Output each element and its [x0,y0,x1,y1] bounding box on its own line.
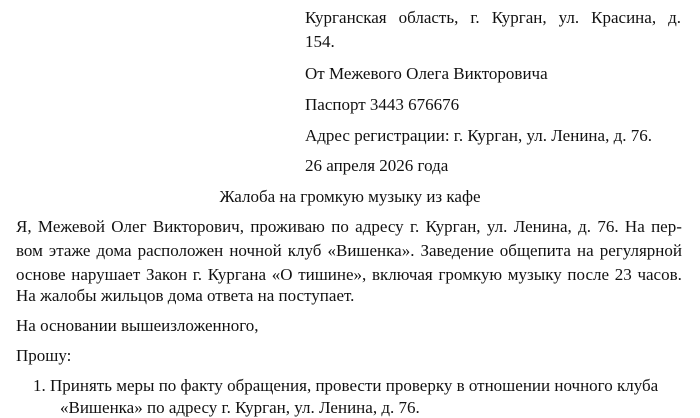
word: дома [96,241,132,260]
word: Олег [111,217,147,236]
date-line: 26 апреля 2026 года [305,156,449,175]
word: ночной [229,241,282,260]
word: проживаю [250,217,325,236]
word: этаже [48,241,91,260]
request-heading: Прошу: [16,346,72,365]
word: основе [16,265,66,284]
word: громкую [438,265,503,284]
word: Заведение [420,241,494,260]
paragraph-1-line-1 [16,217,682,237]
word: Курган, [425,217,481,236]
word: тишине», [298,265,367,284]
basis-line: На основании вышеизложенного, [16,316,259,335]
word: д. [578,217,592,236]
from-line: От Межевого Олега Викторовича [305,64,548,83]
addressee-line-1 [305,8,681,28]
word: Викторович, [152,217,244,236]
word: на [577,241,594,260]
word: Курганская [305,8,387,27]
word: На [624,217,645,236]
word: музыку [507,265,562,284]
word: Курган, [491,8,547,27]
list-item-1-line-1: 1. Принять меры по факту обращения, провести проверку в отношении ночного клуба [33,376,659,395]
word: г. [409,217,420,236]
document-title: Жалоба на громкую музыку из кафе [219,187,481,206]
word: 23 [614,265,632,284]
paragraph-1-line-2 [16,241,682,261]
word: регулярной [599,241,682,260]
paragraph-1-line-4: На жалобы жильцов дома ответа на поступает. [16,286,355,305]
word: вом [16,241,43,260]
word: расположен [137,241,224,260]
word: 76. [597,217,619,236]
word: Ленина, [513,217,572,236]
word: «Вишенка». [327,241,415,260]
word: д. [668,8,681,27]
word: ул. [558,8,580,27]
addressee-line-2: 154. [305,32,335,51]
word: общепита [499,241,571,260]
word: по [331,217,349,236]
word: область, [398,8,459,27]
word: Я, [16,217,32,236]
word: после [567,265,610,284]
word: адресу [355,217,404,236]
word: «О [271,265,293,284]
word: ул. [486,217,508,236]
word: Закон [145,265,188,284]
list-item-1-line-2: «Вишенка» по адресу г. Курган, ул. Ленина, д. 76. [60,398,420,417]
word: г. [192,265,203,284]
word: Красина, [591,8,657,27]
word: г. [470,8,480,27]
registration-address-line: Адрес регистрации: г. Курган, ул. Ленина, д. 76. [305,126,652,145]
passport-line: Паспорт 3443 676676 [305,95,460,114]
word: нарушает [71,265,141,284]
word: включая [372,265,433,284]
word: пер- [651,217,682,236]
word: клуб [287,241,322,260]
word: часов. [637,265,682,284]
word: Кургана [207,265,266,284]
paragraph-1-line-3 [16,265,682,285]
word: Межевой [37,217,105,236]
